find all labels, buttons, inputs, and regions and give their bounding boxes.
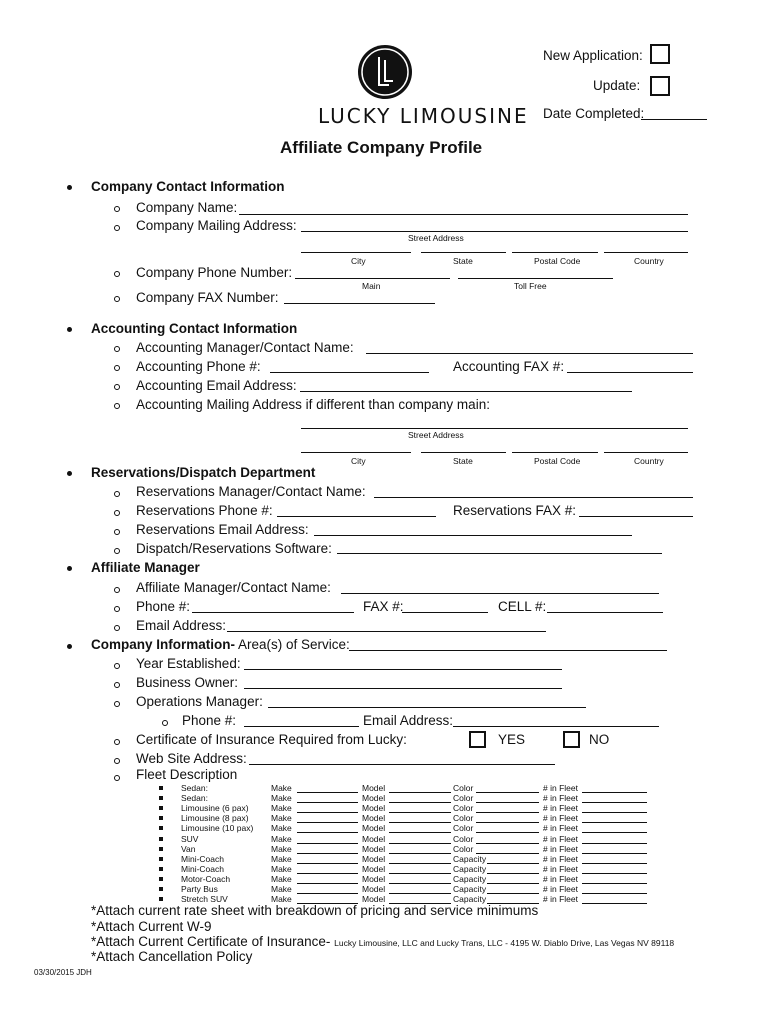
insurance-yes-label: YES: [498, 732, 526, 747]
fleet-vehicle-type: Motor-Coach: [181, 874, 231, 884]
affiliate-manager-name-label: Affiliate Manager/Contact Name:: [136, 580, 331, 595]
fleet-color-capacity-label: Color: [453, 823, 474, 833]
ops-phone-field[interactable]: [244, 726, 359, 727]
company-contact-heading: Company Contact Information: [91, 179, 285, 194]
fleet-model-label: Model: [362, 844, 386, 854]
fleet-make-field[interactable]: [297, 843, 358, 844]
fleet-count-field[interactable]: [582, 883, 647, 884]
date-completed-label: Date Completed:: [543, 106, 645, 121]
affiliate-phone-field[interactable]: [192, 612, 354, 613]
fleet-count-field[interactable]: [582, 903, 647, 904]
fleet-vehicle-type: SUV: [181, 834, 199, 844]
accounting-mailing-label: Accounting Mailing Address if different than company main:: [136, 397, 490, 412]
fleet-color-capacity-field[interactable]: [487, 873, 539, 874]
company-street-field[interactable]: [301, 231, 688, 232]
fleet-model-label: Model: [362, 864, 386, 874]
accounting-state-field[interactable]: [421, 452, 506, 453]
fleet-make-label: Make: [271, 834, 292, 844]
bullet: [67, 566, 72, 571]
fleet-model-field[interactable]: [389, 863, 451, 864]
state-sublabel: State: [453, 256, 473, 266]
fleet-model-label: Model: [362, 894, 386, 904]
sub-bullet: [114, 384, 120, 390]
fleet-count-label: # in Fleet: [543, 854, 578, 864]
fleet-model-field[interactable]: [389, 812, 451, 813]
sub-bullet: [114, 625, 120, 631]
fleet-make-field[interactable]: [297, 873, 358, 874]
areas-of-service-field[interactable]: [349, 650, 667, 651]
bullet: [67, 185, 72, 190]
fleet-model-label: Model: [362, 823, 386, 833]
fleet-model-field[interactable]: [389, 893, 451, 894]
affiliate-manager-name-field[interactable]: [341, 593, 659, 594]
accounting-email-label: Accounting Email Address:: [136, 378, 297, 393]
new-application-checkbox[interactable]: [650, 44, 670, 64]
city-sublabel: City: [351, 256, 366, 266]
logo-monogram-icon: [356, 43, 414, 101]
fleet-vehicle-type: Mini-Coach: [181, 864, 224, 874]
fleet-make-label: Make: [271, 894, 292, 904]
sub-bullet: [114, 548, 120, 554]
logo-wordmark: LUCKY LIMOUSINE: [318, 104, 529, 128]
year-established-field[interactable]: [244, 669, 562, 670]
sub-bullet: [162, 720, 168, 726]
fleet-count-label: # in Fleet: [543, 783, 578, 793]
fleet-count-label: # in Fleet: [543, 813, 578, 823]
fleet-row-bullet: [159, 806, 163, 810]
new-application-label: New Application:: [543, 48, 643, 63]
fleet-color-capacity-field[interactable]: [476, 843, 539, 844]
fleet-count-field[interactable]: [582, 802, 647, 803]
country-sublabel: Country: [634, 456, 664, 466]
sub-bullet: [114, 510, 120, 516]
company-phone-label: Company Phone Number:: [136, 265, 293, 280]
fleet-count-label: # in Fleet: [543, 793, 578, 803]
company-postal-field[interactable]: [512, 252, 598, 253]
fleet-vehicle-type: Party Bus: [181, 884, 218, 894]
fleet-vehicle-type: Van: [181, 844, 196, 854]
fleet-model-label: Model: [362, 884, 386, 894]
fleet-row-bullet: [159, 887, 163, 891]
update-label: Update:: [593, 78, 641, 93]
state-sublabel: State: [453, 456, 473, 466]
attach-insurance: [91, 934, 674, 949]
website-field[interactable]: [249, 764, 555, 765]
attach-insurance-label: *Attach Current Certificate of Insurance-: [91, 934, 331, 949]
fleet-row-bullet: [159, 796, 163, 800]
ops-phone-label: Phone #:: [182, 713, 237, 728]
accounting-phone-label: Accounting Phone #:: [136, 359, 261, 374]
fleet-count-field[interactable]: [582, 893, 647, 894]
sub-bullet: [114, 365, 120, 371]
affiliate-email-label: Email Address:: [136, 618, 227, 633]
reservations-email-label: Reservations Email Address:: [136, 522, 309, 537]
fleet-row-bullet: [159, 837, 163, 841]
accounting-manager-label: Accounting Manager/Contact Name:: [136, 340, 354, 355]
sub-bullet: [114, 758, 120, 764]
sub-bullet: [114, 701, 120, 707]
street-address-sublabel: Street Address: [408, 430, 464, 440]
company-city-field[interactable]: [301, 252, 411, 253]
fleet-color-capacity-field[interactable]: [476, 832, 539, 833]
fleet-make-label: Make: [271, 854, 292, 864]
fleet-count-label: # in Fleet: [543, 803, 578, 813]
revision-footer: 03/30/2015 JDH: [34, 968, 92, 977]
bullet: [67, 644, 72, 649]
fleet-make-field[interactable]: [297, 792, 358, 793]
fleet-count-field[interactable]: [582, 853, 647, 854]
fleet-color-capacity-label: Color: [453, 793, 474, 803]
date-completed-field[interactable]: [641, 119, 707, 120]
fleet-row-bullet: [159, 786, 163, 790]
fleet-color-capacity-label: Color: [453, 813, 474, 823]
fleet-count-label: # in Fleet: [543, 864, 578, 874]
sub-bullet: [114, 606, 120, 612]
fleet-model-label: Model: [362, 834, 386, 844]
sub-bullet: [114, 206, 120, 212]
fleet-color-capacity-label: Capacity: [453, 854, 487, 864]
sub-bullet: [114, 403, 120, 409]
company-name-label: Company Name:: [136, 200, 238, 215]
fleet-vehicle-type: Limousine (8 pax): [181, 813, 249, 823]
attach-rate-sheet: *Attach current rate sheet with breakdown of pricing and service minimums: [91, 903, 539, 918]
affiliate-fax-label: FAX #:: [363, 599, 404, 614]
sub-bullet: [114, 346, 120, 352]
affiliate-cell-label: CELL #:: [498, 599, 547, 614]
toll-free-sublabel: Toll Free: [514, 281, 547, 291]
update-checkbox[interactable]: [650, 76, 670, 96]
affiliate-fax-field[interactable]: [402, 612, 488, 613]
fleet-make-label: Make: [271, 793, 292, 803]
fleet-make-field[interactable]: [297, 832, 358, 833]
sub-bullet: [114, 739, 120, 745]
reservations-manager-field[interactable]: [374, 497, 693, 498]
fleet-row-bullet: [159, 816, 163, 820]
fleet-row-bullet: [159, 857, 163, 861]
fleet-make-label: Make: [271, 844, 292, 854]
fleet-model-label: Model: [362, 783, 386, 793]
fleet-row-bullet: [159, 867, 163, 871]
fleet-count-label: # in Fleet: [543, 874, 578, 884]
fleet-color-capacity-field[interactable]: [476, 802, 539, 803]
fleet-make-label: Make: [271, 783, 292, 793]
fleet-make-label: Make: [271, 813, 292, 823]
fleet-vehicle-type: Mini-Coach: [181, 854, 224, 864]
company-mailing-label: Company Mailing Address:: [136, 218, 297, 233]
fleet-color-capacity-field[interactable]: [487, 863, 539, 864]
fleet-count-label: # in Fleet: [543, 844, 578, 854]
fleet-count-field[interactable]: [582, 812, 647, 813]
fleet-color-capacity-label: Capacity: [453, 884, 487, 894]
fleet-model-field[interactable]: [389, 843, 451, 844]
fleet-model-field[interactable]: [389, 873, 451, 874]
fleet-make-field[interactable]: [297, 812, 358, 813]
fleet-color-capacity-field[interactable]: [487, 883, 539, 884]
business-owner-field[interactable]: [244, 688, 562, 689]
street-address-sublabel: Street Address: [408, 233, 464, 243]
fleet-color-capacity-field[interactable]: [476, 812, 539, 813]
ops-email-field[interactable]: [453, 726, 659, 727]
reservations-fax-field[interactable]: [579, 516, 693, 517]
accounting-fax-label: Accounting FAX #:: [453, 359, 565, 374]
affiliate-cell-field[interactable]: [547, 612, 663, 613]
fleet-count-label: # in Fleet: [543, 894, 578, 904]
fleet-make-field[interactable]: [297, 822, 358, 823]
fleet-model-label: Model: [362, 803, 386, 813]
accounting-heading: Accounting Contact Information: [91, 321, 298, 336]
fleet-row-bullet: [159, 877, 163, 881]
sub-bullet: [114, 296, 120, 302]
accounting-email-field[interactable]: [300, 391, 632, 392]
sub-bullet: [114, 529, 120, 535]
accounting-city-field[interactable]: [301, 452, 411, 453]
fleet-color-capacity-label: Capacity: [453, 874, 487, 884]
fleet-vehicle-type: Stretch SUV: [181, 894, 228, 904]
attach-w9: *Attach Current W-9: [91, 919, 212, 934]
reservations-manager-label: Reservations Manager/Contact Name:: [136, 484, 366, 499]
fleet-count-field[interactable]: [582, 822, 647, 823]
page-title: Affiliate Company Profile: [280, 138, 483, 157]
fleet-count-label: # in Fleet: [543, 834, 578, 844]
reservations-fax-label: Reservations FAX #:: [453, 503, 577, 518]
fleet-make-field[interactable]: [297, 802, 358, 803]
insurance-no-checkbox[interactable]: [563, 731, 580, 748]
fleet-count-field[interactable]: [582, 843, 647, 844]
fleet-color-capacity-label: Capacity: [453, 894, 487, 904]
fleet-color-capacity-label: Color: [453, 834, 474, 844]
fleet-model-label: Model: [362, 854, 386, 864]
postal-code-sublabel: Postal Code: [534, 456, 581, 466]
reservations-phone-label: Reservations Phone #:: [136, 503, 273, 518]
attach-cancellation: *Attach Cancellation Policy: [91, 949, 253, 964]
insurance-yes-checkbox[interactable]: [469, 731, 486, 748]
fleet-make-field[interactable]: [297, 883, 358, 884]
sub-bullet: [114, 491, 120, 497]
country-sublabel: Country: [634, 256, 664, 266]
ops-email-label: Email Address:: [363, 713, 454, 728]
fleet-vehicle-type: Sedan:: [181, 783, 208, 793]
year-established-label: Year Established:: [136, 656, 241, 671]
fleet-make-field[interactable]: [297, 893, 358, 894]
sub-bullet: [114, 271, 120, 277]
insurance-holder-address: Lucky Limousine, LLC and Lucky Trans, LLC - 4195 W. Diablo Drive, Las Vegas NV 89118: [334, 938, 675, 948]
fleet-description-label: Fleet Description: [136, 767, 238, 782]
accounting-fax-field[interactable]: [567, 372, 693, 373]
operations-manager-field[interactable]: [268, 707, 586, 708]
fleet-color-capacity-field[interactable]: [476, 792, 539, 793]
fleet-model-field[interactable]: [389, 853, 451, 854]
affiliate-phone-label: Phone #:: [136, 599, 191, 614]
affiliate-manager-heading: Affiliate Manager: [91, 560, 200, 575]
fleet-count-label: # in Fleet: [543, 823, 578, 833]
fleet-color-capacity-label: Color: [453, 783, 474, 793]
fleet-color-capacity-field[interactable]: [487, 893, 539, 894]
main-sublabel: Main: [362, 281, 381, 291]
fleet-make-field[interactable]: [297, 863, 358, 864]
accounting-postal-field[interactable]: [512, 452, 598, 453]
company-state-field[interactable]: [421, 252, 506, 253]
accounting-manager-field[interactable]: [366, 353, 693, 354]
fleet-color-capacity-label: Capacity: [453, 864, 487, 874]
reservations-phone-field[interactable]: [277, 516, 436, 517]
sub-bullet: [114, 225, 120, 231]
company-info-heading: [91, 637, 350, 652]
sub-bullet: [114, 663, 120, 669]
fleet-model-field[interactable]: [389, 883, 451, 884]
company-fax-field[interactable]: [284, 303, 435, 304]
reservations-heading: Reservations/Dispatch Department: [91, 465, 316, 480]
fleet-make-label: Make: [271, 864, 292, 874]
fleet-model-field[interactable]: [389, 832, 451, 833]
fleet-model-field[interactable]: [389, 802, 451, 803]
company-fax-label: Company FAX Number:: [136, 290, 279, 305]
fleet-row-bullet: [159, 826, 163, 830]
company-country-field[interactable]: [604, 252, 688, 253]
postal-code-sublabel: Postal Code: [534, 256, 581, 266]
fleet-vehicle-type: Limousine (10 pax): [181, 823, 254, 833]
affiliate-email-field[interactable]: [227, 631, 546, 632]
fleet-model-label: Model: [362, 793, 386, 803]
sub-bullet: [114, 587, 120, 593]
company-name-field[interactable]: [239, 214, 688, 215]
accounting-phone-field[interactable]: [270, 372, 429, 373]
fleet-make-field[interactable]: [297, 853, 358, 854]
operations-manager-label: Operations Manager:: [136, 694, 263, 709]
fleet-vehicle-type: Sedan:: [181, 793, 208, 803]
areas-of-service-label: Area(s) of Service:: [235, 637, 350, 652]
company-phone-main-field[interactable]: [295, 278, 450, 279]
fleet-color-capacity-field[interactable]: [476, 822, 539, 823]
company-phone-tollfree-field[interactable]: [458, 278, 613, 279]
fleet-row-bullet: [159, 847, 163, 851]
accounting-street-field[interactable]: [301, 428, 688, 429]
city-sublabel: City: [351, 456, 366, 466]
fleet-make-label: Make: [271, 874, 292, 884]
fleet-make-label: Make: [271, 803, 292, 813]
fleet-count-label: # in Fleet: [543, 884, 578, 894]
fleet-count-field[interactable]: [582, 792, 647, 793]
fleet-model-field[interactable]: [389, 792, 451, 793]
bullet: [67, 471, 72, 476]
company-info-title: Company Information-: [91, 637, 235, 652]
sub-bullet: [114, 775, 120, 781]
fleet-model-field[interactable]: [389, 822, 451, 823]
fleet-count-field[interactable]: [582, 863, 647, 864]
fleet-color-capacity-label: Color: [453, 803, 474, 813]
reservations-software-field[interactable]: [337, 553, 662, 554]
accounting-country-field[interactable]: [604, 452, 688, 453]
insurance-no-label: NO: [589, 732, 610, 747]
bullet: [67, 327, 72, 332]
reservations-software-label: Dispatch/Reservations Software:: [136, 541, 332, 556]
fleet-count-field[interactable]: [582, 832, 647, 833]
business-owner-label: Business Owner:: [136, 675, 239, 690]
fleet-vehicle-type: Limousine (6 pax): [181, 803, 249, 813]
fleet-model-label: Model: [362, 874, 386, 884]
fleet-model-label: Model: [362, 813, 386, 823]
sub-bullet: [114, 682, 120, 688]
fleet-count-field[interactable]: [582, 873, 647, 874]
insurance-label: Certificate of Insurance Required from Lucky:: [136, 732, 407, 747]
reservations-email-field[interactable]: [314, 535, 632, 536]
website-label: Web Site Address:: [136, 751, 247, 766]
fleet-color-capacity-label: Color: [453, 844, 474, 854]
fleet-row-bullet: [159, 897, 163, 901]
fleet-make-label: Make: [271, 823, 292, 833]
fleet-make-label: Make: [271, 884, 292, 894]
